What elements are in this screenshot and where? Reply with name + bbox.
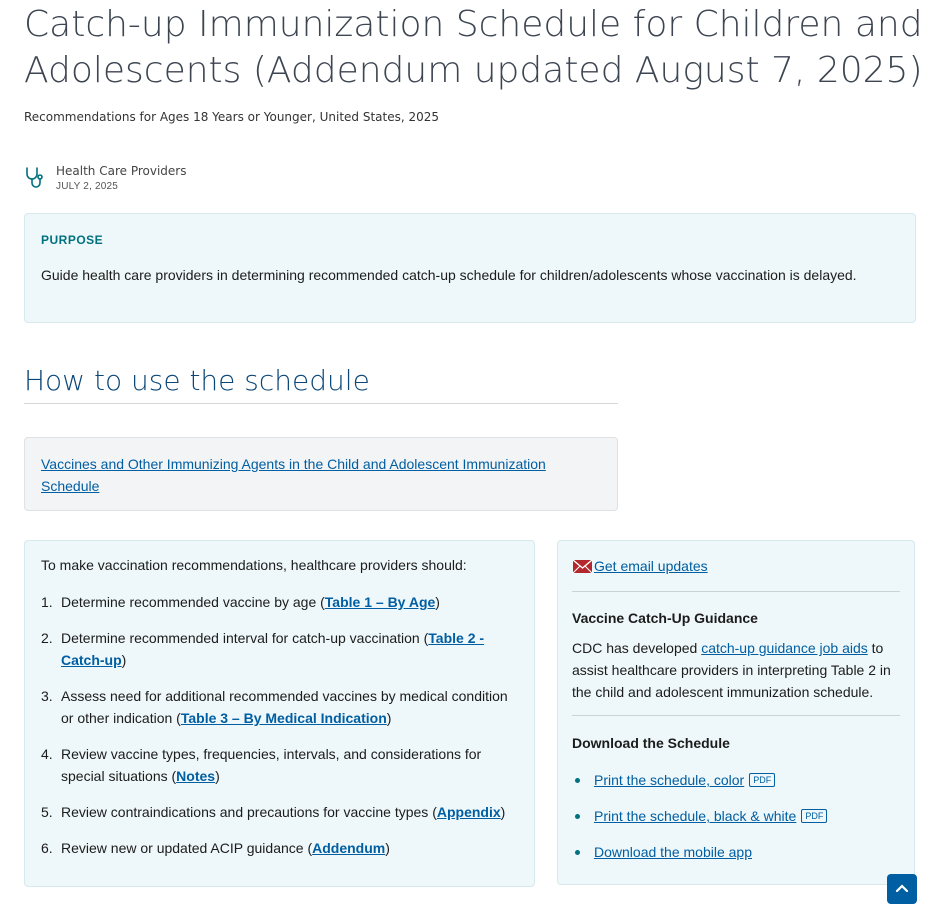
vaccines-agents-link[interactable]: Vaccines and Other Immunizing Agents in the Child and Adolescent Immunization Schedule [41, 456, 546, 494]
download-item [572, 798, 827, 834]
step-item [41, 591, 521, 613]
table-2-link[interactable]: Table 2 - Catch-up [61, 630, 485, 668]
step-text: Assess need for additional recommended vaccines by medical condition or other indication ( [61, 688, 508, 726]
appendix-link[interactable]: Appendix [436, 804, 501, 820]
step-text: Determine recommended interval for catch-up vaccination ( [61, 630, 429, 646]
divider [572, 715, 900, 716]
bullet [575, 814, 580, 819]
guidance-text-end: to assist healthcare providers in interpreting Table 2 in the child and adolescent immunization schedule. [572, 640, 891, 700]
guidance-job-aids-link[interactable]: catch-up guidance job aids [701, 640, 868, 656]
pdf-badge: PDF [801, 809, 827, 823]
step-text-end: ) [215, 768, 220, 784]
step-number: 4. [41, 746, 53, 762]
step-text-end: ) [435, 594, 440, 610]
download-heading: Download the Schedule [572, 735, 730, 751]
purpose-text: Guide health care providers in determining recommended catch-up schedule for children/adolescents whose vaccination is delayed. [41, 267, 857, 283]
download-list [572, 762, 827, 870]
step-number: 5. [41, 804, 53, 820]
audience-info [24, 163, 186, 192]
addendum-link[interactable]: Addendum [312, 840, 386, 856]
divider [572, 591, 900, 592]
stethoscope-icon [24, 166, 46, 190]
step-item [41, 837, 521, 859]
email-updates [572, 556, 708, 576]
step-text: Determine recommended vaccine by age ( [61, 594, 325, 610]
table-1-link[interactable]: Table 1 – By Age [324, 594, 436, 610]
step-text-end: ) [121, 652, 127, 668]
step-item [41, 801, 521, 823]
pdf-badge: PDF [749, 773, 775, 787]
back-to-top-button[interactable] [887, 874, 917, 904]
page-title: Catch-up Immunization Schedule for Children and Adolescents (Addendum updated August 7, 2025) [24, 4, 923, 91]
step-number: 2. [41, 630, 53, 646]
download-item [572, 762, 827, 798]
step-number: 3. [41, 688, 53, 704]
purpose-heading: PURPOSE [41, 233, 104, 247]
page-subtitle: Recommendations for Ages 18 Years or Younger, United States, 2025 [24, 110, 440, 124]
step-text-end: ) [500, 804, 506, 820]
section-title: How to use the schedule [24, 364, 618, 404]
related-link-box [24, 437, 618, 511]
step-text: Review vaccine types, frequencies, intervals, and considerations for special situations ( [61, 746, 482, 784]
bullet [575, 850, 580, 855]
print-color-link[interactable]: Print the schedule, color [594, 772, 745, 788]
bullet [575, 778, 580, 783]
step-text: Review contraindications and precautions for vaccine types ( [61, 804, 437, 820]
print-bw-link[interactable]: Print the schedule, black & white [594, 808, 797, 824]
mobile-app-link[interactable]: Download the mobile app [594, 844, 752, 860]
step-item [41, 627, 521, 671]
email-updates-link[interactable]: Get email updates [594, 558, 708, 574]
download-item [572, 834, 827, 870]
chevron-up-icon [895, 880, 909, 898]
step-number: 1. [41, 594, 53, 610]
table-3-link[interactable]: Table 3 – By Medical Indication [180, 710, 387, 726]
publish-date: JULY 2, 2025 [56, 181, 119, 192]
step-text-end: ) [386, 710, 392, 726]
step-item [41, 743, 521, 787]
notes-link[interactable]: Notes [176, 768, 216, 784]
purpose-box [24, 213, 916, 323]
guidance-text [572, 637, 904, 703]
envelope-icon [572, 556, 594, 576]
steps-panel [24, 540, 535, 887]
guidance-heading: Vaccine Catch-Up Guidance [572, 610, 758, 626]
step-number: 6. [41, 840, 53, 856]
steps-intro: To make vaccination recommendations, healthcare providers should: [41, 557, 467, 573]
sidebar-panel [557, 540, 915, 885]
step-text: Review new or updated ACIP guidance ( [61, 840, 313, 856]
guidance-text-start: CDC has developed [572, 640, 702, 656]
steps-list [41, 591, 521, 859]
step-item [41, 685, 521, 729]
step-text-end: ) [385, 840, 390, 856]
audience-label: Health Care Providers [56, 164, 187, 178]
